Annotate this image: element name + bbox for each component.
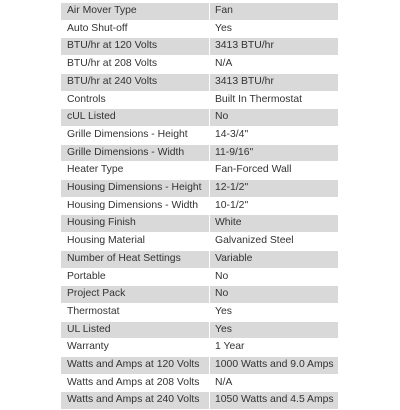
spec-label: cUL Listed [61, 109, 210, 127]
spec-value: Yes [210, 321, 339, 339]
spec-value: Yes [210, 303, 339, 321]
spec-label: Thermostat [61, 303, 210, 321]
spec-label: Housing Material [61, 233, 210, 251]
spec-value: 11-9/16" [210, 144, 339, 162]
spec-value: 12-1/2" [210, 180, 339, 198]
spec-label: Portable [61, 268, 210, 286]
spec-label: Grille Dimensions - Width [61, 144, 210, 162]
spec-label: Warranty [61, 339, 210, 357]
spec-value: No [210, 268, 339, 286]
spec-value: 3413 BTU/hr [210, 73, 339, 91]
spec-row [61, 250, 338, 268]
spec-row [61, 233, 338, 251]
spec-value: Built In Thermostat [210, 91, 339, 109]
spec-value: Variable [210, 250, 339, 268]
spec-row [61, 3, 338, 20]
spec-label: Heater Type [61, 162, 210, 180]
spec-row [61, 357, 338, 375]
spec-label: Auto Shut-off [61, 20, 210, 38]
spec-row [61, 162, 338, 180]
spec-value: Galvanized Steel [210, 233, 339, 251]
spec-table-body [61, 3, 338, 410]
spec-label: Watts and Amps at 120 Volts [61, 357, 210, 375]
spec-label: Watts and Amps at 208 Volts [61, 374, 210, 392]
spec-row [61, 126, 338, 144]
spec-row [61, 20, 338, 38]
spec-value: Fan [210, 3, 339, 20]
spec-row [61, 321, 338, 339]
spec-label: BTU/hr at 120 Volts [61, 38, 210, 56]
spec-label: Number of Heat Settings [61, 250, 210, 268]
spec-value: 1 Year [210, 339, 339, 357]
spec-row [61, 374, 338, 392]
spec-label: Air Mover Type [61, 3, 210, 20]
spec-label: BTU/hr at 208 Volts [61, 56, 210, 74]
spec-row [61, 215, 338, 233]
spec-label: Controls [61, 91, 210, 109]
spec-row [61, 392, 338, 410]
spec-value: N/A [210, 56, 339, 74]
spec-value: 1050 Watts and 4.5 Amps [210, 392, 339, 410]
spec-value: No [210, 109, 339, 127]
spec-value: 14-3/4" [210, 126, 339, 144]
spec-label: Grille Dimensions - Height [61, 126, 210, 144]
spec-value: Fan-Forced Wall [210, 162, 339, 180]
spec-row [61, 73, 338, 91]
spec-label: Watts and Amps at 240 Volts [61, 392, 210, 410]
spec-value: No [210, 286, 339, 304]
spec-label: Housing Dimensions - Height [61, 180, 210, 198]
spec-label: Project Pack [61, 286, 210, 304]
spec-label: Housing Dimensions - Width [61, 197, 210, 215]
spec-value: 1000 Watts and 9.0 Amps [210, 357, 339, 375]
spec-table [61, 3, 338, 410]
spec-row [61, 197, 338, 215]
spec-row [61, 268, 338, 286]
spec-value: N/A [210, 374, 339, 392]
spec-value: Yes [210, 20, 339, 38]
spec-value: White [210, 215, 339, 233]
spec-row [61, 144, 338, 162]
spec-row [61, 286, 338, 304]
spec-value: 3413 BTU/hr [210, 38, 339, 56]
spec-row [61, 180, 338, 198]
spec-value: 10-1/2" [210, 197, 339, 215]
spec-label: UL Listed [61, 321, 210, 339]
spec-label: BTU/hr at 240 Volts [61, 73, 210, 91]
spec-row [61, 91, 338, 109]
spec-row [61, 38, 338, 56]
spec-label: Housing Finish [61, 215, 210, 233]
spec-row [61, 109, 338, 127]
spec-row [61, 303, 338, 321]
spec-row [61, 56, 338, 74]
spec-row [61, 339, 338, 357]
